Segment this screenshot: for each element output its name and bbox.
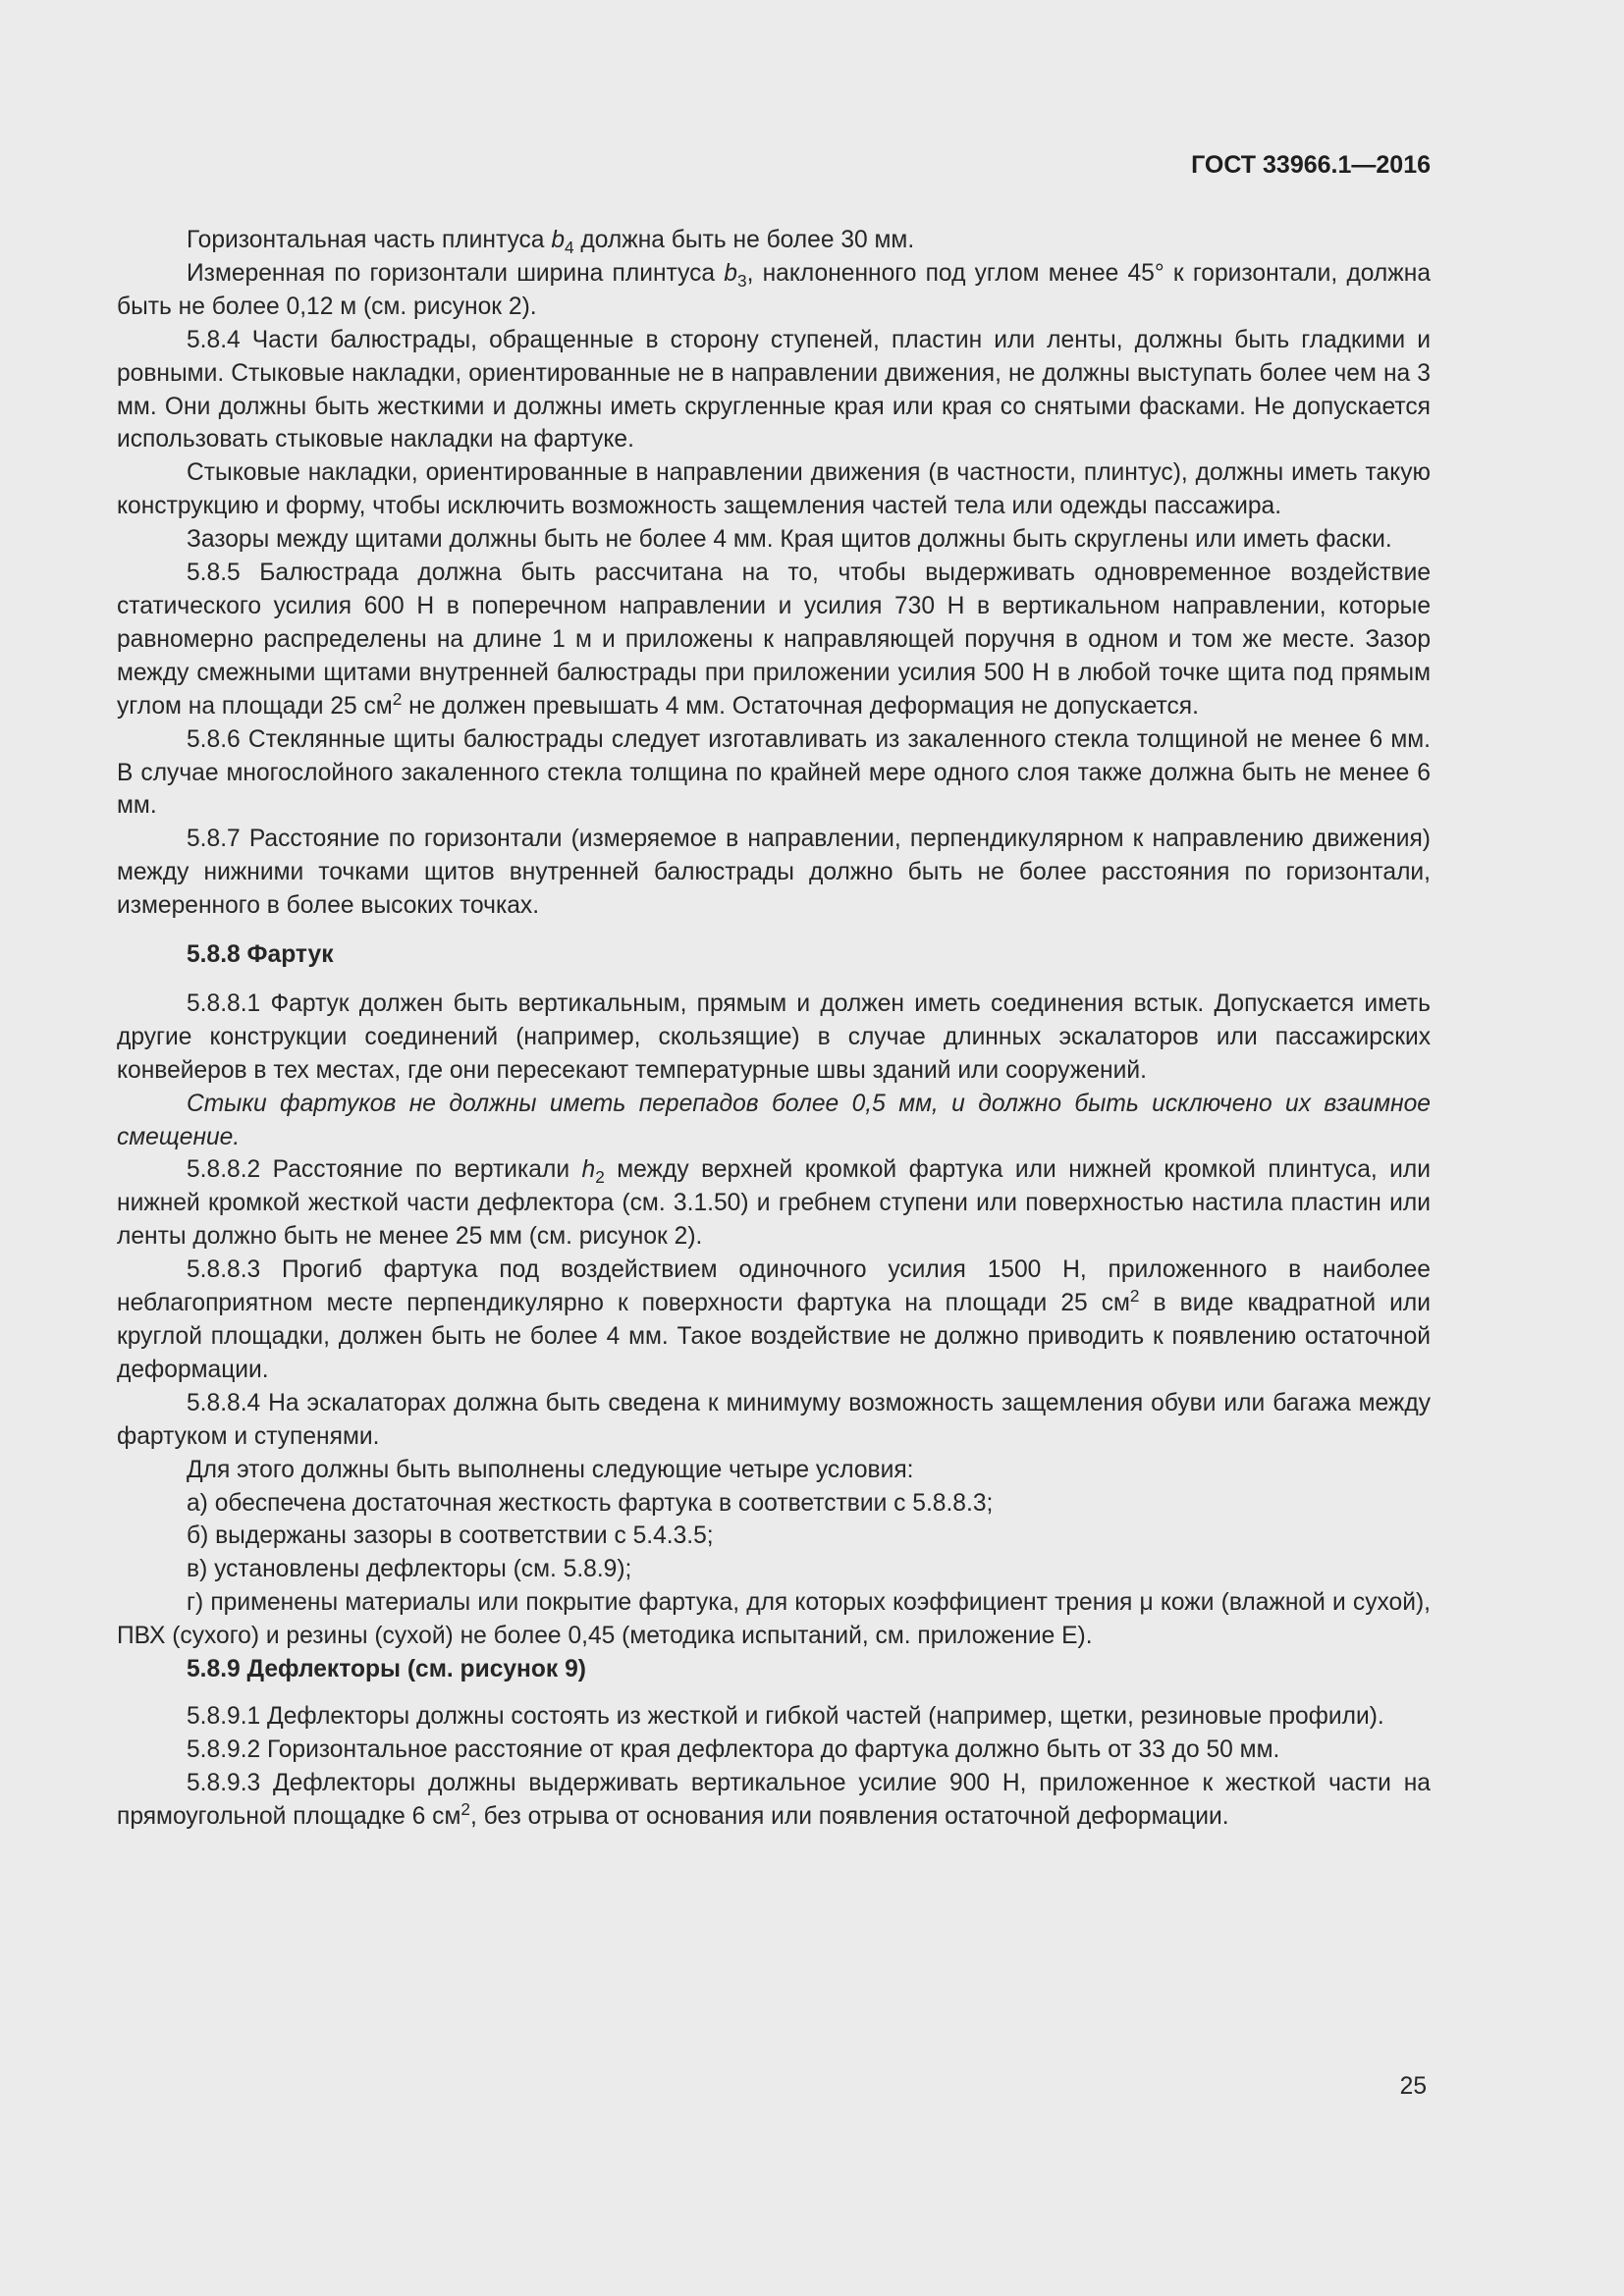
page-number: 25	[1399, 2073, 1427, 2100]
paragraph-panel-gaps: Зазоры между щитами должны быть не более 4 мм. Края щитов должны быть скруглены или иметь фаски.	[187, 526, 1392, 554]
paragraph-5-8-9-1: 5.8.9.1 Дефлекторы должны состоять из жесткой и гибкой частей (например, щетки, резиновые профили).	[187, 1702, 1384, 1730]
list-item-b: б) выдержаны зазоры в соответствии с 5.4.3.5;	[187, 1522, 714, 1550]
section-heading-deflectors: 5.8.9 Дефлекторы (см. рисунок 9)	[187, 1656, 586, 1683]
paragraph-5-8-8-3: 5.8.8.3 Прогиб фартука под воздействием одиночного усилия 1500 Н, приложенного в наиболее неблагоприятном месте перпендикулярно к поверхности фартука на площади 25 $см^2$ в виде квадратной или круглой площадки, должен быть не более 4 мм. Такое воздействие не должно приводить к появлению остаточной деформации.	[117, 1256, 1431, 1383]
paragraph-5-8-7: 5.8.7 Расстояние по горизонтали (измеряемое в направлении, перпендикулярном к направлению движения) между нижними точками щитов внутренней балюстрады должно быть не более расстояния по горизонтали, измеренного в более высоких точках.	[117, 826, 1431, 920]
paragraph-skirt-joints-note: Стыки фартуков не должны иметь перепадов более 0,5 мм, и должно быть исключено их взаимное смещение.	[117, 1090, 1431, 1150]
list-item-v: в) установлены дефлекторы (см. 5.8.9);	[187, 1556, 632, 1583]
paragraph-joint-plates: Стыковые накладки, ориентированные в направлении движения (в частности, плинтус), должны иметь такую конструкцию и форму, чтобы исключить возможность защемления частей тела или одежды пассажира.	[117, 459, 1431, 520]
paragraph-5-8-4: 5.8.4 Части балюстрады, обращенные в сторону ступеней, пластин или ленты, должны быть гладкими и ровными. Стыковые накладки, ориентированные не в направлении движения, не должны выступать более чем на 3 мм. Они должны быть жесткими и должны иметь скругленные края или края со снятыми фасками. Не допускается использовать стыковые накладки на фартуке.	[117, 326, 1431, 454]
paragraph-5-8-9-2: 5.8.9.2 Горизонтальное расстояние от края дефлектора до фартука должно быть от 33 до 50 мм.	[187, 1735, 1280, 1763]
paragraph-plinth-horizontal: Горизонтальная часть плинтуса $b_4$ должна быть не более 30 мм.	[187, 227, 915, 257]
paragraph-5-8-8-2: 5.8.8.2 Расстояние по вертикали $h_2$ между верхней кромкой фартука или нижней кромкой плинтуса, или нижней кромкой жесткой части дефлектора (см. 3.1.50) и гребнем ступени или поверхностью настила пластин или ленты должно быть не менее 25 мм (см. рисунок 2).	[117, 1156, 1431, 1251]
paragraph-5-8-5: 5.8.5 Балюстрада должна быть рассчитана на то, чтобы выдерживать одновременное воздействие статического усилия 600 Н в поперечном направлении и усилия 730 Н в вертикальном направлении, которые равномерно распределены на длине 1 м и приложены к направляющей поручня в одном и том же месте. Зазор между смежными щитами внутренней балюстрады при приложении усилия 500 Н в любой точке щита под прямым углом на площади 25 $см^2$ не должен превышать 4 мм. Остаточная деформация не допускается.	[117, 560, 1431, 720]
paragraph-5-8-8-4: 5.8.8.4 На эскалаторах должна быть сведена к минимуму возможность защемления обуви или багажа между фартуком и ступенями.	[117, 1389, 1431, 1450]
list-item-g: г) применены материалы или покрытие фартука, для которых коэффициент трения μ кожи (влажной и сухой), ПВХ (сухого) и резины (сухой) не более 0,45 (методика испытаний, см. приложение Е).	[117, 1589, 1431, 1650]
list-item-a: а) обеспечена достаточная жесткость фартука в соответствии с 5.8.8.3;	[187, 1489, 994, 1517]
section-heading-skirt: 5.8.8 Фартук	[187, 941, 334, 969]
paragraph-5-8-6: 5.8.6 Стеклянные щиты балюстрады следует изготавливать из закаленного стекла толщиной не менее 6 мм. В случае многослойного закаленного стекла толщина по крайней мере одного слоя также должна быть не менее 6 мм.	[117, 725, 1431, 820]
paragraph-plinth-width: Измеренная по горизонтали ширина плинтуса $b_3$, наклоненного под углом менее 45° к горизонтали, должна быть не более 0,12 м (см. рисунок 2).	[117, 259, 1431, 320]
paragraph-5-8-9-3: 5.8.9.3 Дефлекторы должны выдерживать вертикальное усилие 900 Н, приложенное к жесткой части на прямоугольной площадке 6 $см^2$, без отрыва от основания или появления остаточной деформации.	[117, 1769, 1431, 1830]
paragraph-conditions-intro: Для этого должны быть выполнены следующие четыре условия:	[187, 1456, 914, 1483]
paragraph-5-8-8-1: 5.8.8.1 Фартук должен быть вертикальным, прямым и должен иметь соединения встык. Допускается иметь другие конструкции соединений (например, скользящие) в случае длинных эскалаторов или пассажирских конвейеров в тех местах, где они пересекают температурные швы зданий или сооружений.	[117, 989, 1431, 1084]
document-body	[117, 224, 1431, 1834]
document-header: ГОСТ 33966.1—2016	[1191, 151, 1431, 179]
